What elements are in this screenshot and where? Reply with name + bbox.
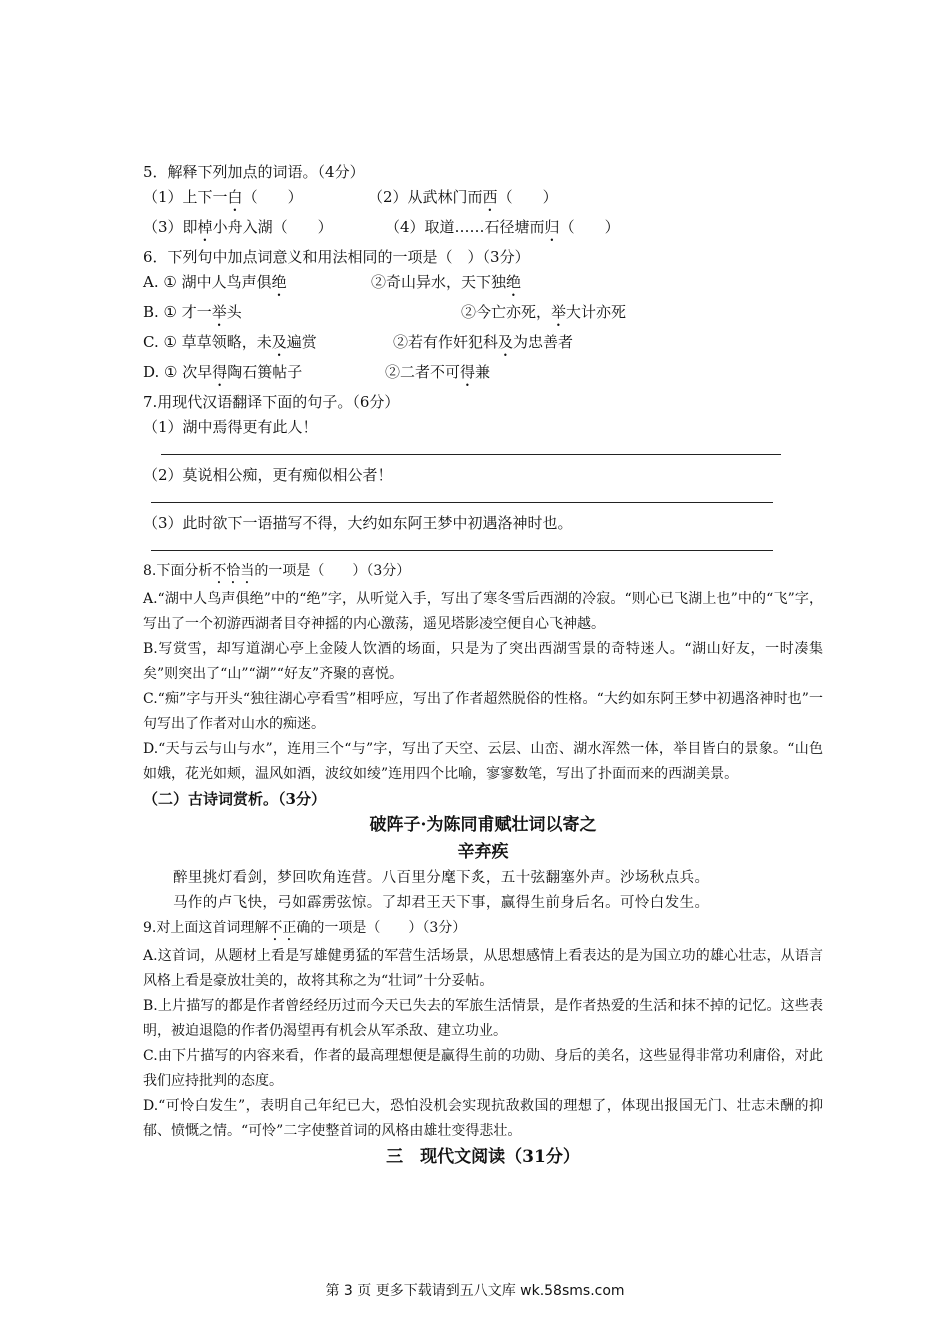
q6-option-d: D. ① 次早得陶石篑帖子 ②二者不可得兼: [143, 363, 491, 381]
poem-line-2: 马作的卢飞快，弓如霹雳弦惊。了却君王天下事，赢得生前身后名。可怜白发生。: [173, 895, 710, 911]
q9-option-c: C.由下片描写的内容来看，作者的最高理想便是赢得生前的功勋、身后的美名，这些显得非常功利庸俗，对此我们应持批判的态度。: [143, 1048, 823, 1089]
q5-row-1: [143, 185, 823, 215]
q7-sentence-3: （3）此时欲下一语描写不得，大约如东阿王梦中初遇洛神时也。: [143, 514, 573, 532]
q6-option-b: B. ① 才一举头 ②今亡亦死，举大计亦死: [143, 303, 627, 321]
q8-option-d: D.“天与云与山与水”，连用三个“与”字，写出了天空、云层、山峦、湖水浑然一体，举目皆白的景象。“山色如娥，花光如颊，温风如酒，波纹如绫”连用四个比喻，寥寥数笔，写出了扑面而来的西湖美景。: [143, 741, 823, 782]
section-2-heading: （二）古诗词赏析。（3分）: [143, 790, 326, 808]
section-3-heading: 三 现代文阅读（31分）: [386, 1147, 580, 1167]
q8-option-c: C.“痴”字与开头“独往湖心亭看雪”相呼应，写出了作者超然脱俗的性格。“大约如东阿王梦中初遇洛神时也”一句写出了作者对山水的痴迷。: [143, 691, 823, 732]
q5-row-2: [143, 215, 823, 245]
poem-line-1: 醉里挑灯看剑，梦回吹角连营。八百里分麾下炙，五十弦翻塞外声。沙场秋点兵。: [173, 870, 710, 886]
answer-line-1[interactable]: [161, 454, 781, 455]
answer-line-2[interactable]: [151, 502, 773, 503]
q6-option-a: A. ① 湖中人鸟声俱绝 ②奇山异水，天下独绝: [143, 273, 522, 291]
q6-title: 6．下列句中加点词意义和用法相同的一项是（ ）（3分）: [143, 248, 530, 266]
q8-option-b: B.写赏雪，却写道湖心亭上金陵人饮酒的场面，只是为了突出西湖雪景的奇特迷人。“湖山好友，一时凑集矣”则突出了“山”“湖”“好友”齐聚的喜悦。: [143, 641, 823, 682]
q8-title: 8.下面分析不恰当的一项是（ ）（3分）: [143, 563, 411, 579]
q5-item-2: （2）从武林门而西（ ）: [368, 188, 558, 206]
q9-option-d: D.“可怜白发生”，表明自己年纪已大，恐怕没机会实现抗敌救国的理想了，体现出报国无门、壮志未酬的抑郁、愤慨之情。“可怜”二字使整首词的风格由雄壮变得悲壮。: [143, 1098, 823, 1139]
q7-title: 7.用现代汉语翻译下面的句子。（6分）: [143, 393, 400, 411]
q5-title: 5．解释下列加点的词语。（4分）: [143, 163, 365, 181]
document-page: [143, 160, 823, 1171]
q8-option-a: A.“湖中人鸟声俱绝”中的“绝”字，从听觉入手，写出了寒冬雪后西湖的冷寂。“则心已飞湖上也”中的“飞”字，写出了一个初游西湖者目夺神摇的内心激荡，遥见塔影凌空便自心飞神越。: [143, 591, 823, 632]
page-footer: 第 3 页 更多下载请到五八文库 wk.58sms.com: [325, 1283, 625, 1299]
poem-title: 破阵子·为陈同甫赋壮词以寄之: [369, 815, 597, 835]
answer-line-3[interactable]: [151, 550, 773, 551]
q9-option-a: A.这首词，从题材上看是写雄健勇猛的军营生活场景，从思想感情上看表达的是为国立功的雄心壮志，从语言风格上看是豪放壮美的，故将其称之为“壮词”十分妥帖。: [143, 948, 823, 989]
q9-option-b: B.上片描写的都是作者曾经经历过而今天已失去的军旅生活情景，是作者热爱的生活和抹不掉的记忆。这些表明，被迫退隐的作者仍渴望再有机会从军杀敌、建立功业。: [143, 998, 823, 1039]
q5-item-1: （1）上下一白（ ）: [143, 188, 303, 206]
q7-sentence-2: （2）莫说相公痴，更有痴似相公者！: [143, 466, 393, 484]
q9-title: 9.对上面这首词理解不正确的一项是（ ）（3分）: [143, 920, 467, 936]
q5-item-3: （3）即棹小舟入湖（ ）: [143, 218, 333, 236]
q6-option-c: C. ① 草草领略，未及遍赏 ②若有作奸犯科及为忠善者: [143, 333, 574, 351]
q7-sentence-1: （1）湖中焉得更有此人！: [143, 418, 318, 436]
q5-item-4: （4）取道……石径塘而归（ ）: [385, 218, 620, 236]
poem-author: 辛弃疾: [457, 842, 509, 862]
